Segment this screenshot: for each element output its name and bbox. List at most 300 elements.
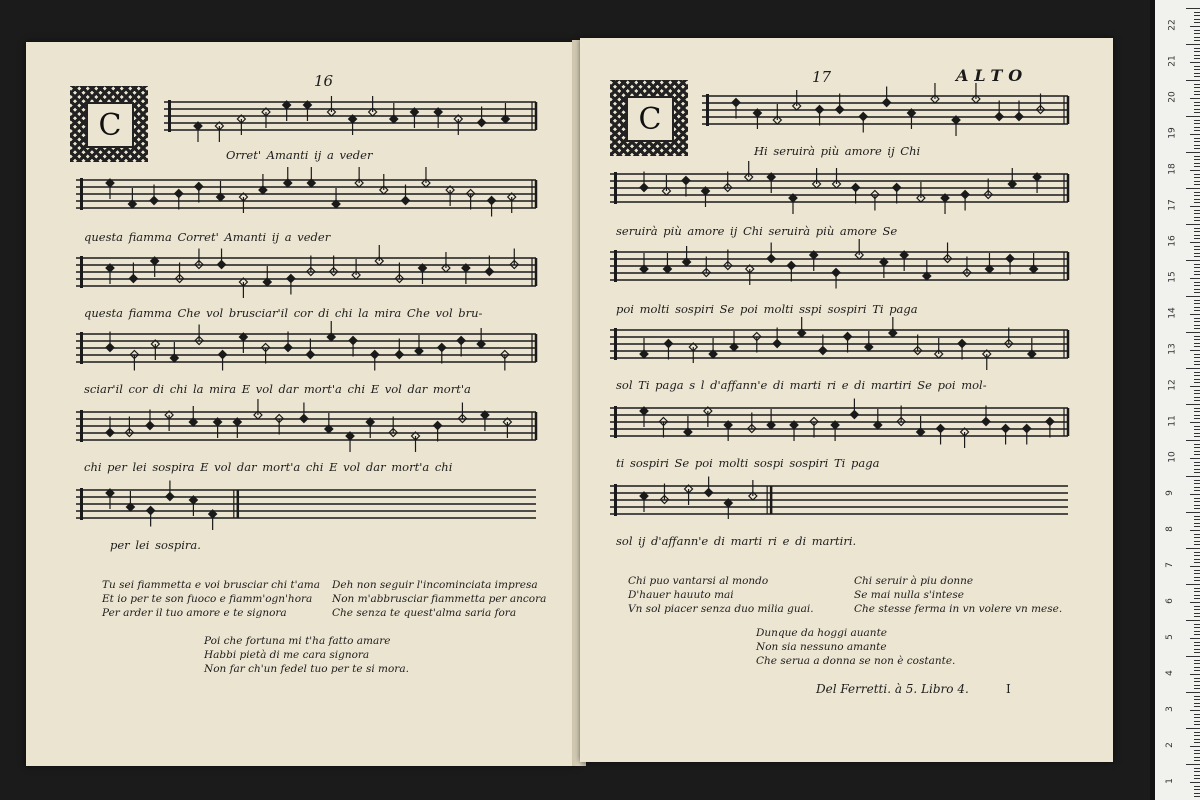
ruler-label: 2 — [1164, 742, 1175, 748]
ruler-tick — [1190, 530, 1200, 531]
ruler-label: 15 — [1167, 271, 1178, 283]
ruler-tick — [1194, 285, 1200, 286]
ruler-tick — [1190, 206, 1200, 207]
ruler-tick — [1194, 642, 1200, 643]
ruler-tick — [1190, 746, 1200, 747]
ruler-tick — [1190, 494, 1200, 495]
ruler-tick — [1194, 753, 1200, 754]
ruler-tick — [1194, 300, 1200, 301]
ruler-tick — [1194, 577, 1200, 578]
music-staff — [76, 404, 536, 450]
verse-line: Non sia nessuno amante — [756, 641, 887, 653]
ruler-tick — [1186, 296, 1200, 297]
ruler-tick — [1194, 148, 1200, 149]
ruler-tick — [1186, 152, 1200, 153]
ruler-tick — [1194, 721, 1200, 722]
music-staff — [76, 326, 536, 372]
verse-column-1 — [628, 574, 814, 616]
ruler-tick — [1194, 339, 1200, 340]
ruler-tick — [1186, 440, 1200, 441]
ruler-tick — [1194, 498, 1200, 499]
ruler-tick — [1194, 264, 1200, 265]
music-staff — [610, 244, 1068, 290]
ruler-tick — [1194, 508, 1200, 509]
music-staff — [702, 88, 1068, 134]
ruler-tick — [1194, 516, 1200, 517]
lyric-line: questa fiamma Corret' Amanti ij a veder — [84, 230, 331, 244]
music-staff — [164, 94, 536, 140]
ruler-label: 7 — [1164, 562, 1175, 568]
ruler-tick — [1194, 202, 1200, 203]
verse-line: Poi che fortuna mi t'ha fatto amare — [204, 635, 391, 647]
ruler-tick — [1190, 314, 1200, 315]
ruler-tick — [1194, 325, 1200, 326]
ruler-tick — [1194, 130, 1200, 131]
ruler-tick — [1194, 663, 1200, 664]
ruler-tick — [1194, 328, 1200, 329]
ruler-tick — [1194, 483, 1200, 484]
verse-line: Che stesse ferma in vn volere vn mese. — [854, 603, 1063, 615]
ruler-tick — [1194, 436, 1200, 437]
ruler-tick — [1194, 523, 1200, 524]
music-staff — [610, 400, 1068, 446]
ruler-label: 21 — [1167, 55, 1178, 67]
ruler-tick — [1194, 310, 1200, 311]
ruler-tick — [1190, 566, 1200, 567]
ruler-label: 12 — [1167, 379, 1178, 391]
ruler-tick — [1194, 390, 1200, 391]
verse-column-1 — [102, 578, 320, 620]
page-number-left: 16 — [314, 72, 334, 90]
verse-column-2 — [332, 578, 546, 620]
lyric-line: sol Ti paga s l d'affann'e di marti ri e di martiri Se poi mol- — [616, 378, 987, 392]
verse-line: Per arder il tuo amore e te signora — [102, 607, 287, 619]
ruler-tick — [1194, 166, 1200, 167]
lyric-line: sol ij d'affann'e di marti ri e di martiri. — [616, 534, 857, 548]
ruler-tick — [1194, 48, 1200, 49]
ruler-tick — [1194, 40, 1200, 41]
ruler-tick — [1194, 91, 1200, 92]
ruler-tick — [1190, 602, 1200, 603]
ruler-tick — [1194, 688, 1200, 689]
ruler-tick — [1194, 393, 1200, 394]
ruler-tick — [1186, 80, 1200, 81]
ruler-tick — [1194, 724, 1200, 725]
ruler-tick — [1194, 742, 1200, 743]
ruler-tick — [1186, 764, 1200, 765]
ruler-tick — [1194, 462, 1200, 463]
ruler-tick — [1194, 670, 1200, 671]
music-staff — [76, 250, 536, 296]
initial-letter: C — [86, 102, 134, 148]
ruler-tick — [1194, 537, 1200, 538]
music-staff — [76, 172, 536, 218]
ruler-tick — [1186, 44, 1200, 45]
ruler-tick — [1194, 433, 1200, 434]
ruler-tick — [1194, 19, 1200, 20]
verse-line: Et io per te son fuoco e fiamm'ogn'hora — [102, 593, 313, 605]
ruler-tick — [1194, 451, 1200, 452]
ruler-tick — [1194, 66, 1200, 67]
ruler-label: 10 — [1167, 451, 1178, 463]
initial-letter: C — [626, 96, 674, 142]
ruler-tick — [1194, 30, 1200, 31]
ruler-tick — [1194, 595, 1200, 596]
ruler-tick — [1194, 760, 1200, 761]
ruler-tick — [1194, 249, 1200, 250]
ruler-tick — [1186, 512, 1200, 513]
verse-line: Deh non seguir l'incominciata impresa — [332, 579, 538, 591]
ruler-label: 18 — [1167, 163, 1178, 175]
ruler-tick — [1194, 652, 1200, 653]
ruler-tick — [1190, 638, 1200, 639]
ruler-tick — [1194, 87, 1200, 88]
ruler-tick — [1194, 33, 1200, 34]
ruler-tick — [1194, 681, 1200, 682]
ruler-tick — [1194, 397, 1200, 398]
ruler-tick — [1194, 469, 1200, 470]
ruler-tick — [1186, 656, 1200, 657]
ruler-tick — [1190, 26, 1200, 27]
ruler-tick — [1194, 739, 1200, 740]
ruler-tick — [1194, 159, 1200, 160]
ruler-tick — [1194, 796, 1200, 797]
ruler-tick — [1194, 235, 1200, 236]
ruler-tick — [1194, 274, 1200, 275]
ruler-tick — [1194, 616, 1200, 617]
ruler-tick — [1194, 544, 1200, 545]
ruler-tick — [1194, 343, 1200, 344]
verse-line: D'hauer hauuto mai — [628, 589, 734, 601]
ruler-tick — [1186, 188, 1200, 189]
ruler-tick — [1190, 350, 1200, 351]
ruler-tick — [1186, 260, 1200, 261]
verse-line: Non far ch'un fedel tuo per te si mora. — [204, 663, 409, 675]
ruler-tick — [1194, 570, 1200, 571]
lyric-line: poi molti sospiri Se poi molti sspi sospiri Ti paga — [616, 302, 918, 316]
ruler-tick — [1194, 609, 1200, 610]
ruler-tick — [1194, 490, 1200, 491]
ruler-tick — [1194, 184, 1200, 185]
left-page — [26, 42, 578, 766]
ruler-tick — [1194, 94, 1200, 95]
ruler-label: 13 — [1167, 343, 1178, 355]
ruler-label: 3 — [1164, 706, 1175, 712]
ruler-tick — [1194, 480, 1200, 481]
ruler-tick — [1194, 487, 1200, 488]
ruler-tick — [1194, 318, 1200, 319]
ruler-tick — [1194, 444, 1200, 445]
verse-center — [204, 634, 409, 676]
ruler-label: 20 — [1167, 91, 1178, 103]
ruler-tick — [1194, 408, 1200, 409]
verse-line: Dunque da hoggi auante — [756, 627, 887, 639]
ruler-tick — [1194, 346, 1200, 347]
ruler-tick — [1194, 112, 1200, 113]
ruler-tick — [1194, 364, 1200, 365]
ruler-tick — [1194, 613, 1200, 614]
ruler-tick — [1194, 526, 1200, 527]
verse-column-2 — [854, 574, 1062, 616]
ruler-tick — [1194, 220, 1200, 221]
ruler-label: 16 — [1167, 235, 1178, 247]
ruler-tick — [1194, 555, 1200, 556]
ruler-tick — [1194, 562, 1200, 563]
ruler-tick — [1190, 386, 1200, 387]
ruler-tick — [1194, 541, 1200, 542]
ruler-tick — [1194, 588, 1200, 589]
ruler-tick — [1194, 12, 1200, 13]
verse-line: Chi puo vantarsi al mondo — [628, 575, 769, 587]
ruler-label: 5 — [1164, 634, 1175, 640]
ruler-tick — [1194, 418, 1200, 419]
ruler-tick — [1194, 15, 1200, 16]
lyric-line: seruirà più amore ij Chi seruirà più amore Se — [616, 224, 898, 238]
ruler-tick — [1194, 645, 1200, 646]
ruler-tick — [1194, 292, 1200, 293]
ruler-tick — [1194, 627, 1200, 628]
verse-line: Non m'abbrusciar fiammetta per ancora — [332, 593, 547, 605]
ruler-label: 14 — [1167, 307, 1178, 319]
ruler-tick — [1194, 649, 1200, 650]
ruler-tick — [1194, 231, 1200, 232]
ruler-tick — [1186, 404, 1200, 405]
ruler-tick — [1194, 361, 1200, 362]
ruler-tick — [1186, 368, 1200, 369]
ruler-tick — [1194, 735, 1200, 736]
ruler-tick — [1194, 217, 1200, 218]
ruler-tick — [1194, 660, 1200, 661]
ruler-tick — [1194, 534, 1200, 535]
lyric-line: Hi seruirà più amore ij Chi — [754, 144, 921, 158]
verse-line: Habbi pietà di me cara signora — [204, 649, 370, 661]
ruler-tick — [1194, 123, 1200, 124]
ruler-tick — [1190, 242, 1200, 243]
ruler-tick — [1194, 192, 1200, 193]
ruler-tick — [1194, 267, 1200, 268]
gathering-signature-mark: I — [1006, 682, 1011, 696]
ruler-tick — [1194, 685, 1200, 686]
ruler-tick — [1194, 22, 1200, 23]
ruler-tick — [1190, 674, 1200, 675]
lyric-line: ti sospiri Se poi molti sospi sospiri Ti paga — [616, 456, 880, 470]
ruler-tick — [1194, 55, 1200, 56]
ruler-tick — [1194, 58, 1200, 59]
ruler-tick — [1194, 177, 1200, 178]
ruler-tick — [1194, 775, 1200, 776]
ruler-tick — [1194, 238, 1200, 239]
ruler-tick — [1194, 552, 1200, 553]
ruler-tick — [1194, 372, 1200, 373]
ruler-tick — [1194, 213, 1200, 214]
ruler-tick — [1194, 120, 1200, 121]
lyric-line: questa fiamma Che vol brusciar'il cor di chi la mira Che vol bru- — [84, 306, 483, 320]
ruler-tick — [1190, 134, 1200, 135]
ruler-tick — [1194, 73, 1200, 74]
ruler-tick — [1186, 620, 1200, 621]
ruler-tick — [1194, 109, 1200, 110]
ruler-tick — [1194, 771, 1200, 772]
ruler-tick — [1194, 84, 1200, 85]
ruler-tick — [1194, 415, 1200, 416]
ruler-tick — [1194, 303, 1200, 304]
ruler-tick — [1194, 375, 1200, 376]
ruler-tick — [1186, 728, 1200, 729]
ruler-tick — [1194, 732, 1200, 733]
ruler-tick — [1194, 778, 1200, 779]
verse-line: Chi seruir à piu donne — [854, 575, 974, 587]
ruler-tick — [1194, 174, 1200, 175]
ruler-tick — [1186, 548, 1200, 549]
lyric-line: chi per lei sospira E vol dar mort'a chi E vol dar mort'a chi — [84, 460, 453, 474]
ruler-tick — [1194, 357, 1200, 358]
ruler-tick — [1194, 426, 1200, 427]
ruler-tick — [1190, 710, 1200, 711]
ruler-tick — [1194, 289, 1200, 290]
ruler-tick — [1194, 69, 1200, 70]
ruler-tick — [1186, 476, 1200, 477]
verse-line: Tu sei fiammetta e voi brusciar chi t'ama — [102, 579, 320, 591]
ruler-tick — [1194, 454, 1200, 455]
ruler-tick — [1194, 768, 1200, 769]
right-page — [580, 38, 1113, 762]
ruler-tick — [1194, 195, 1200, 196]
ruler-tick — [1194, 598, 1200, 599]
ruler-tick — [1194, 793, 1200, 794]
voice-part-heading: ALTO — [956, 66, 1029, 85]
ruler-tick — [1194, 307, 1200, 308]
ruler-tick — [1194, 246, 1200, 247]
ruler-label: 9 — [1164, 490, 1175, 496]
ruler-tick — [1194, 465, 1200, 466]
verse-center — [756, 626, 955, 668]
ruler-tick — [1194, 145, 1200, 146]
ruler-tick — [1194, 181, 1200, 182]
music-staff — [610, 322, 1068, 368]
ruler-tick — [1194, 354, 1200, 355]
lyric-line: per lei sospira. — [110, 538, 201, 552]
ruler-tick — [1194, 271, 1200, 272]
ruler-tick — [1194, 210, 1200, 211]
ruler-tick — [1194, 678, 1200, 679]
verse-line: Vn sol piacer senza duo milia guai. — [628, 603, 814, 615]
ruler-tick — [1190, 422, 1200, 423]
measurement-ruler — [1155, 0, 1200, 800]
ruler-tick — [1194, 127, 1200, 128]
ruler-tick — [1194, 102, 1200, 103]
ruler-label: 11 — [1167, 415, 1178, 427]
ruler-label: 6 — [1164, 598, 1175, 604]
ruler-tick — [1194, 789, 1200, 790]
verse-line: Che serua a donna se non è costante. — [756, 655, 956, 667]
decorated-initial-left — [70, 86, 148, 162]
verse-line: Se mai nulla s'intese — [854, 589, 964, 601]
ruler-label: 19 — [1167, 127, 1178, 139]
ruler-tick — [1194, 163, 1200, 164]
ruler-tick — [1194, 138, 1200, 139]
ruler-tick — [1194, 580, 1200, 581]
ruler-tick — [1194, 37, 1200, 38]
ruler-tick — [1190, 278, 1200, 279]
ruler-tick — [1194, 699, 1200, 700]
ruler-tick — [1194, 379, 1200, 380]
ruler-tick — [1190, 62, 1200, 63]
ruler-label: 8 — [1164, 526, 1175, 532]
ruler-tick — [1194, 591, 1200, 592]
ruler-tick — [1194, 256, 1200, 257]
ruler-tick — [1186, 584, 1200, 585]
ruler-tick — [1194, 573, 1200, 574]
ruler-tick — [1194, 76, 1200, 77]
ruler-tick — [1194, 505, 1200, 506]
ruler-tick — [1194, 199, 1200, 200]
ruler-tick — [1194, 717, 1200, 718]
ruler-tick — [1186, 332, 1200, 333]
ruler-tick — [1190, 170, 1200, 171]
ruler-tick — [1194, 559, 1200, 560]
ruler-tick — [1194, 282, 1200, 283]
ruler-tick — [1194, 105, 1200, 106]
ruler-tick — [1194, 336, 1200, 337]
ruler-tick — [1190, 98, 1200, 99]
ruler-tick — [1194, 519, 1200, 520]
ruler-tick — [1186, 116, 1200, 117]
ruler-label: 4 — [1164, 670, 1175, 676]
ruler-tick — [1194, 757, 1200, 758]
ruler-tick — [1190, 782, 1200, 783]
ruler-tick — [1194, 667, 1200, 668]
ruler-tick — [1194, 321, 1200, 322]
ruler-tick — [1194, 624, 1200, 625]
ruler-tick — [1194, 447, 1200, 448]
ruler-tick — [1194, 606, 1200, 607]
ruler-label: 22 — [1167, 19, 1178, 31]
ruler-label: 1 — [1164, 778, 1175, 784]
ruler-tick — [1186, 692, 1200, 693]
attribution-footer: Del Ferretti. à 5. Libro 4. — [816, 682, 969, 696]
lyric-line: sciar'il cor di chi la mira E vol dar mort'a chi E vol dar mort'a — [84, 382, 471, 396]
ruler-tick — [1186, 224, 1200, 225]
ruler-tick — [1194, 706, 1200, 707]
music-staff — [610, 166, 1068, 212]
ruler-tick — [1194, 472, 1200, 473]
page-number-right: 17 — [812, 68, 832, 86]
ruler-tick — [1194, 141, 1200, 142]
ruler-tick — [1194, 400, 1200, 401]
music-staff-final — [76, 482, 536, 528]
ruler-tick — [1190, 458, 1200, 459]
ruler-tick — [1194, 382, 1200, 383]
ruler-tick — [1194, 253, 1200, 254]
ruler-tick — [1194, 703, 1200, 704]
lyric-line: Orret' Amanti ij a veder — [226, 148, 373, 162]
ruler-tick — [1194, 714, 1200, 715]
ruler-label: 17 — [1167, 199, 1178, 211]
ruler-tick — [1194, 429, 1200, 430]
ruler-tick — [1194, 51, 1200, 52]
ruler-tick — [1194, 501, 1200, 502]
ruler-tick — [1186, 8, 1200, 9]
ruler-tick — [1194, 156, 1200, 157]
ruler-tick — [1194, 631, 1200, 632]
ruler-tick — [1194, 786, 1200, 787]
decorated-initial-right — [610, 80, 688, 156]
ruler-tick — [1194, 750, 1200, 751]
ruler-tick — [1194, 411, 1200, 412]
ruler-tick — [1194, 696, 1200, 697]
ruler-tick — [1194, 634, 1200, 635]
verse-line: Che senza te quest'alma saria fora — [332, 607, 517, 619]
